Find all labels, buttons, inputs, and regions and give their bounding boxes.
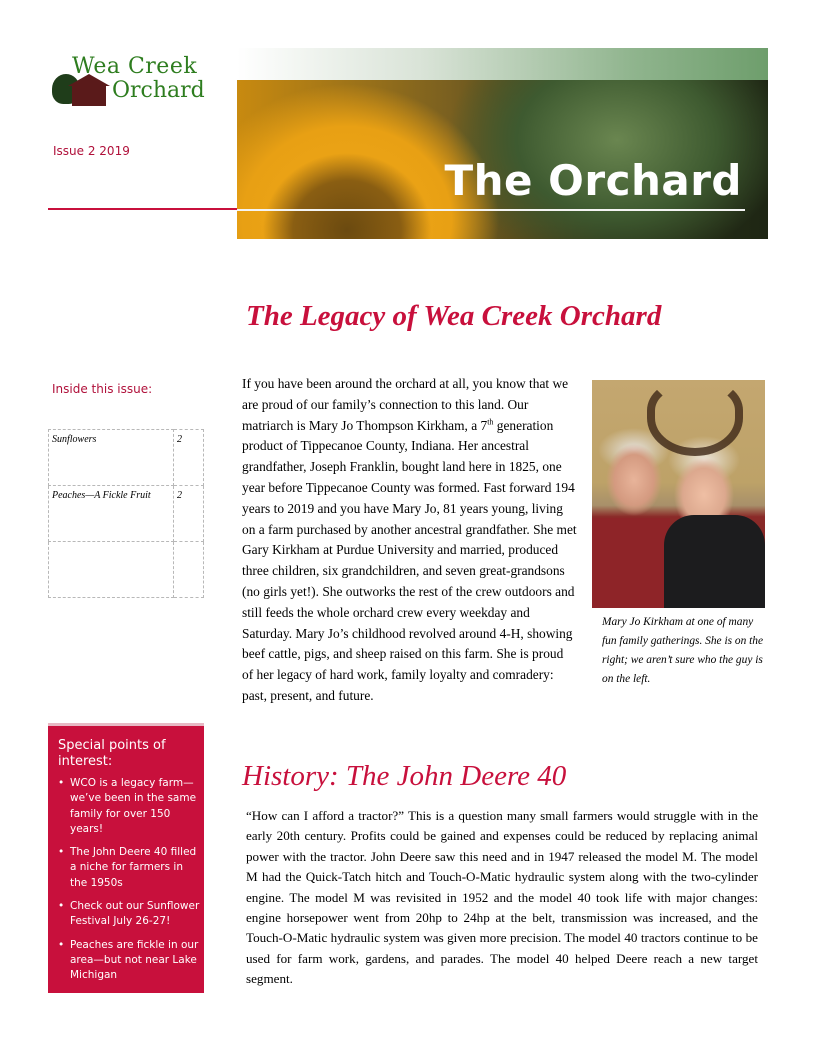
photo-figure-right: [664, 515, 765, 608]
bullet-icon: •: [58, 846, 65, 859]
list-item-text: The John Deere 40 filled a niche for farmers in the 1950s: [70, 846, 197, 889]
toc-page: 2: [174, 430, 204, 486]
bullet-icon: •: [58, 938, 65, 951]
list-item: [58, 938, 202, 984]
list-item-text: Check out our Sunflower Festival July 26-27!: [70, 900, 200, 928]
toc-row[interactable]: [49, 430, 204, 486]
superscript: th: [487, 417, 494, 427]
toc-page: [174, 542, 204, 598]
list-item-text: Peaches are fickle in our area—but not near Lake Michigan: [70, 938, 199, 982]
section-title: History: The John Deere 40: [242, 760, 567, 792]
list-item-text: WCO is a legacy farm—we’ve been in the same family for over 150 years!: [70, 777, 197, 835]
banner-gradient-strip: [237, 48, 768, 80]
barn-icon: [72, 84, 106, 106]
family-photo: [592, 380, 765, 608]
banner-rule: [237, 209, 745, 211]
toc-title: Peaches—A Fickle Fruit: [49, 486, 174, 542]
wall-decor: [647, 380, 743, 456]
list-item: [58, 776, 202, 837]
list-item: [58, 845, 202, 891]
article-body: “How can I afford a tractor?” This is a question many small farmers would struggle with in the early 20th century. Profits could be gained and expenses could be reduced by replacing animal power with the tractor. John Deere saw this need and in 1947 released the model M. The model M had the Quick-Tatch hitch and Touch-O-Matic hydraulic system along with the two-cylinder engine. The model M was revisited in 1952 and the model 40 took life with major changes: engine horsepower went from 20hp to 24hp at the belt, transmission was increased, and the Touch-O-Matic hydraulic system was given more precision. The model 40 tractors continue to be used for farm work, gardens, and parades. The model 40 helped Deere reach a new target segment.: [246, 808, 758, 987]
article-body: [242, 374, 577, 707]
inside-issue-label: Inside this issue:: [52, 382, 153, 396]
photo-caption: Mary Jo Kirkham at one of many fun family gatherings. She is on the right; we aren’t sure who the guy is on the left.: [602, 616, 764, 685]
newsletter-title: The Orchard: [444, 156, 742, 205]
toc-row[interactable]: [49, 486, 204, 542]
toc-row: [49, 542, 204, 598]
logo-text-line2: Orchard: [112, 78, 205, 103]
toc-title: [49, 542, 174, 598]
photo-figure-left: [592, 518, 670, 608]
logo: [50, 52, 240, 112]
bullet-icon: •: [58, 777, 65, 789]
special-points-box: [48, 723, 204, 993]
table-of-contents: [48, 429, 204, 598]
masthead-banner-image: [237, 80, 768, 239]
list-item: [58, 899, 202, 930]
special-points-title: Special points of interest:: [58, 738, 166, 769]
body-text: If you have been around the orchard at all, you know that we are proud of our family’s connection to this land. Our matriarch is Mary Jo Thompson Kirkham, a 7: [242, 376, 569, 433]
article-title: The Legacy of Wea Creek Orchard: [246, 300, 662, 332]
toc-title: Sunflowers: [49, 430, 174, 486]
logo-text-line1: Wea Creek: [72, 54, 198, 79]
special-points-list: [56, 776, 202, 992]
bullet-icon: •: [58, 900, 65, 913]
body-text: generation product of Tippecanoe County, Indiana. Her ancestral grandfather, Joseph Franklin, bought land here in 1825, one year before Tippecanoe County was formed. Fast forward 194 years to 2019 and you have Mary Jo, 81 years young, living on a farm purchased by another ancestral grandfather. She met Gary Kirkham at Purdue University and married, produced three children, six grandchildren, and seven great-grandsons (no girls yet!). She outworks the rest of the crew outdoors and still feeds the whole orchard crew every weekday and Saturday. Mary Jo’s childhood revolved around 4-H, showing beef cattle, pigs, and sheep raised on this farm. She is proud of her legacy of hard work, family loyalty and comradery: past, present, and future.: [242, 417, 577, 703]
divider: [48, 208, 238, 210]
toc-page: 2: [174, 486, 204, 542]
issue-label: Issue 2 2019: [53, 144, 130, 158]
